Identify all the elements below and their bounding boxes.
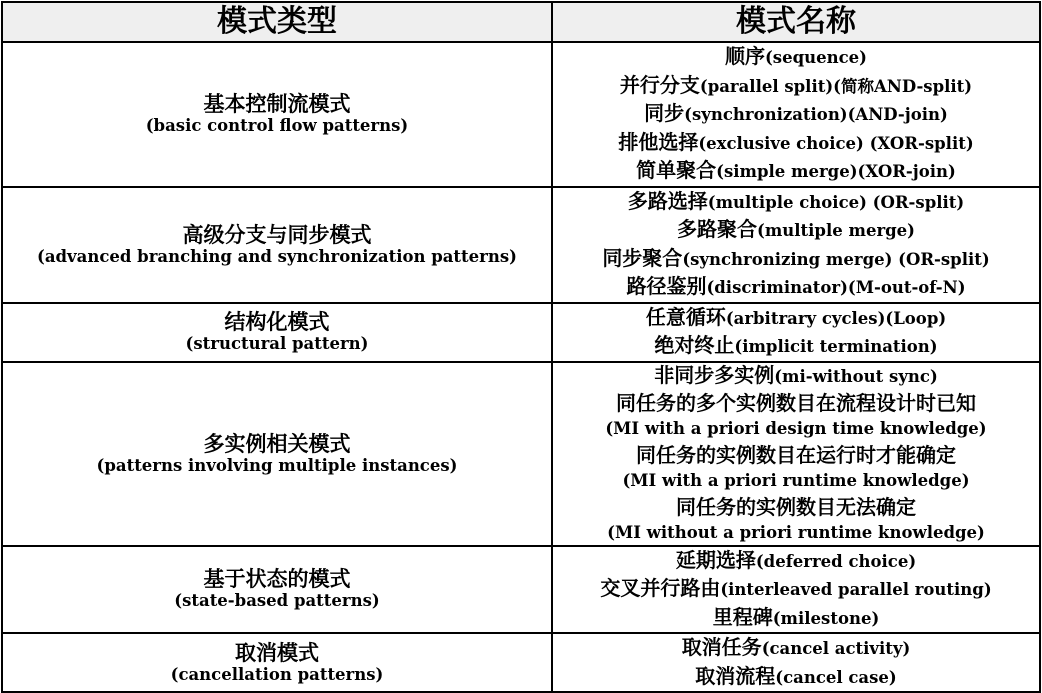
pattern-name-item: 顺序(sequence) [725, 44, 867, 68]
pattern-name-item: 多路聚合(multiple merge) [677, 217, 915, 241]
pattern-type-cell [2, 187, 552, 303]
header-row [2, 2, 1040, 42]
pattern-type-zh: 多实例相关模式 [203, 431, 351, 456]
pattern-name-en: (MI with a priori runtime knowledge) [622, 470, 970, 490]
pattern-type-cell [2, 546, 552, 634]
pattern-type-cell [2, 303, 552, 362]
pattern-name-item: 非同步多实例(mi-without sync) [654, 362, 938, 387]
pattern-name-zh: 同任务的实例数目在运行时才能确定 [636, 442, 956, 467]
pattern-name-item: 绝对终止(implicit termination) [654, 333, 938, 357]
pattern-type-cell [2, 362, 552, 546]
pattern-name-item: 任意循环(arbitrary cycles)(Loop) [645, 304, 947, 329]
header-pattern-type: 模式类型 [2, 2, 552, 42]
table-row [2, 362, 1040, 546]
pattern-name-item: 简单聚合(simple merge)(XOR-join) [636, 158, 956, 182]
pattern-name-en: (MI without a priori runtime knowledge) [607, 522, 985, 542]
table-row [2, 633, 1040, 692]
pattern-name-en: (MI with a priori design time knowledge) [605, 418, 987, 438]
pattern-names-cell [552, 546, 1040, 634]
workflow-patterns-table [1, 1, 1041, 693]
pattern-names-cell [552, 303, 1040, 362]
table-row [2, 303, 1040, 362]
pattern-type-zh: 高级分支与同步模式 [182, 222, 372, 247]
pattern-type-zh: 基本控制流模式 [203, 92, 351, 117]
pattern-names-cell [552, 187, 1040, 303]
pattern-name-item: 交叉并行路由(interleaved parallel routing) [600, 576, 992, 600]
pattern-names-cell [552, 362, 1040, 546]
pattern-type-en: (state-based patterns) [174, 591, 380, 611]
pattern-type-zh: 结构化模式 [224, 310, 330, 334]
pattern-name-item: 同步(synchronization)(AND-join) [644, 101, 948, 125]
pattern-name-item: 里程碑(milestone) [712, 604, 880, 629]
pattern-type-zh: 取消模式 [235, 640, 319, 665]
pattern-type-en: (structural pattern) [185, 334, 369, 353]
pattern-name-zh: 同任务的实例数目无法确定 [676, 494, 916, 519]
table-row [2, 187, 1040, 303]
header-pattern-name: 模式名称 [552, 2, 1040, 42]
pattern-type-en: (basic control flow patterns) [145, 116, 409, 136]
pattern-type-en: (patterns involving multiple instances) [96, 455, 458, 475]
pattern-name-item: 多路选择(multiple choice) (OR-split) [627, 188, 965, 213]
pattern-name-item: 取消流程(cancel case) [695, 663, 897, 688]
pattern-name-item: 排他选择(exclusive choice) (XOR-split) [618, 129, 974, 154]
pattern-type-en: (cancellation patterns) [170, 664, 384, 684]
pattern-type-cell [2, 633, 552, 692]
pattern-type-zh: 基于状态的模式 [203, 567, 351, 592]
pattern-name-item: 路径鉴别(discriminator)(M-out-of-N) [626, 274, 966, 298]
table-row [2, 546, 1040, 634]
pattern-name-zh: 同任务的多个实例数目在流程设计时已知 [616, 390, 976, 415]
pattern-type-en: (advanced branching and synchronization patterns) [37, 246, 517, 266]
pattern-name-item: 并行分支(parallel split)(简称AND-split) [619, 72, 973, 97]
pattern-name-item: 取消任务(cancel activity) [681, 635, 911, 659]
pattern-name-item: 延期选择(deferred choice) [675, 547, 917, 572]
pattern-type-cell [2, 42, 552, 187]
pattern-names-cell [552, 633, 1040, 692]
pattern-name-item: 同步聚合(synchronizing merge) (OR-split) [602, 245, 990, 270]
table-row [2, 42, 1040, 187]
pattern-names-cell [552, 42, 1040, 187]
